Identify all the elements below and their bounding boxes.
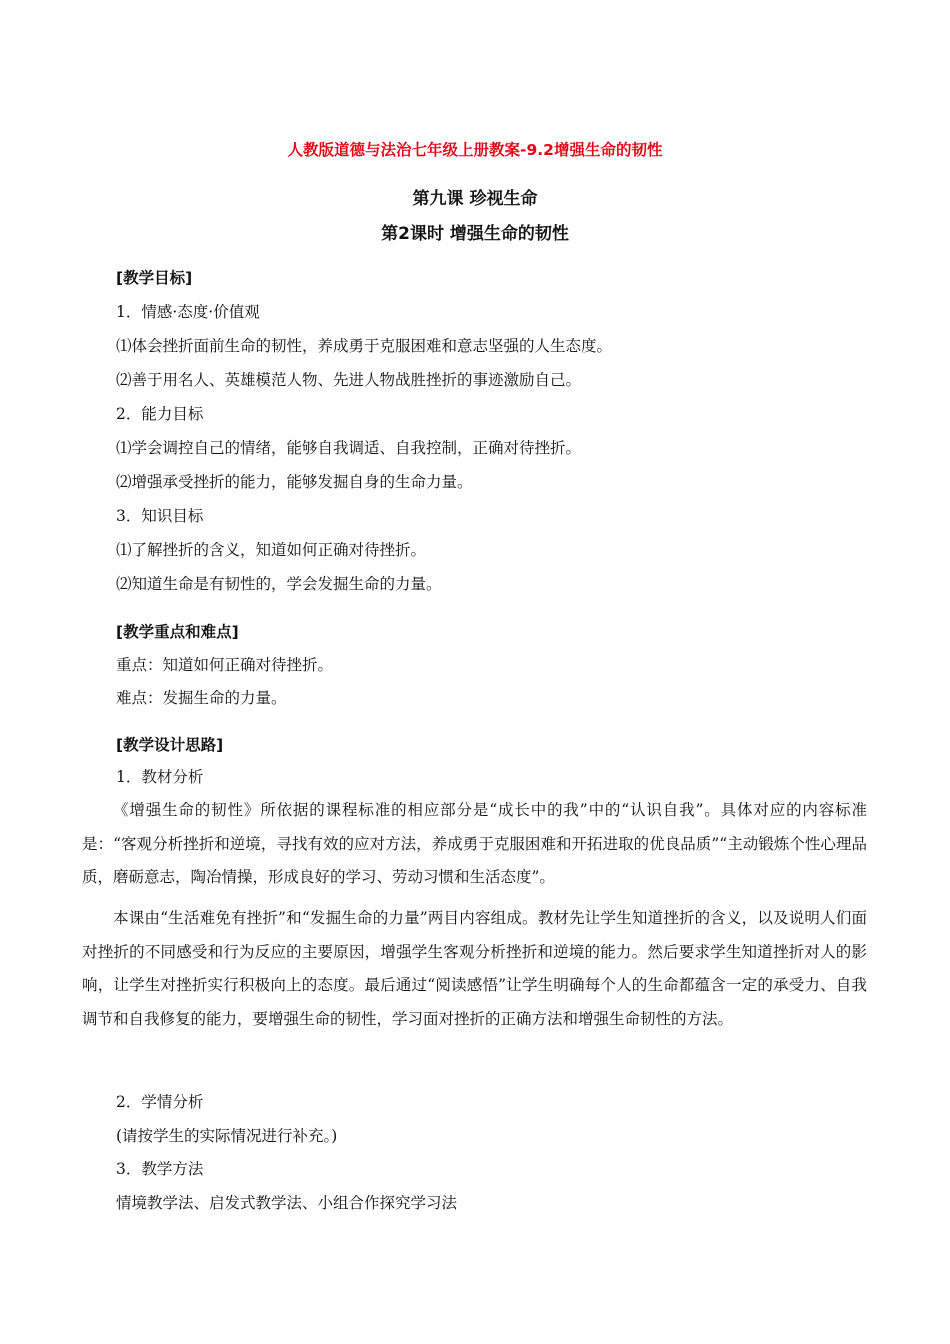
goal-item: ⑴体会挫折面前生命的韧性，养成勇于克服困难和意志坚强的人生态度。 bbox=[116, 337, 613, 355]
goal-item: ⑴学会调控自己的情绪，能够自我调适、自我控制，正确对待挫折。 bbox=[116, 439, 582, 457]
goal-subheading-attitude: 1．情感·态度·价值观 bbox=[116, 303, 260, 321]
design-methods-list: 情境教学法、启发式教学法、小组合作探究学习法 bbox=[116, 1194, 458, 1212]
section-heading-design: [教学设计思路] bbox=[116, 736, 224, 754]
section-heading-key-points: [教学重点和难点] bbox=[116, 623, 239, 641]
goal-item: ⑵知道生命是有韧性的，学会发掘生命的力量。 bbox=[116, 575, 442, 593]
design-paragraph-standards: 《增强生命的韧性》所依据的课程标准的相应部分是“成长中的我”中的“认识自我”。具体对应的内容标准是：“客观分析挫折和逆境，寻找有效的应对方法，养成勇于克服困难和开拓进取的优良品质”“主动锻炼个性心理品质，磨砺意志，陶冶情操，形成良好的学习、劳动习惯和生活态度”。 bbox=[82, 801, 867, 887]
design-subheading-methods: 3．教学方法 bbox=[116, 1160, 204, 1178]
goal-subheading-ability: 2．能力目标 bbox=[116, 405, 204, 423]
goal-item: ⑴了解挫折的含义，知道如何正确对待挫折。 bbox=[116, 541, 427, 559]
document-title: 人教版道德与法治七年级上册教案-9.2增强生命的韧性 bbox=[287, 141, 663, 159]
design-subheading-textbook: 1．教材分析 bbox=[116, 768, 204, 786]
key-point-difficulty: 难点：发掘生命的力量。 bbox=[116, 689, 287, 707]
goal-item: ⑵增强承受挫折的能力，能够发掘自身的生命力量。 bbox=[116, 473, 473, 491]
goal-subheading-knowledge: 3．知识目标 bbox=[116, 507, 204, 525]
lesson-title: 第九课 珍视生命 bbox=[412, 189, 538, 209]
design-paragraph-content: 本课由“生活难免有挫折”和“发掘生命的力量”两目内容组成。教材先让学生知道挫折的含义，以及说明人们面对挫折的不同感受和行为反应的主要原因，增强学生客观分析挫折和逆境的能力。然后要求学生知道挫折对人的影响，让学生对挫折实行积极向上的态度。最后通过“阅读感悟”让学生明确每个人的生命都蕴含一定的承受力、自我调节和自我修复的能力，要增强生命的韧性，学习面对挫折的正确方法和增强生命韧性的方法。 bbox=[82, 909, 867, 1028]
section-heading-goals: [教学目标] bbox=[116, 269, 193, 287]
design-students-note: (请按学生的实际情况进行补充。) bbox=[116, 1127, 338, 1145]
key-point-focus: 重点：知道如何正确对待挫折。 bbox=[116, 656, 334, 674]
design-subheading-students: 2．学情分析 bbox=[116, 1093, 204, 1111]
goal-item: ⑵善于用名人、英雄模范人物、先进人物战胜挫折的事迹激励自己。 bbox=[116, 371, 582, 389]
session-title: 第2课时 增强生命的韧性 bbox=[381, 224, 569, 244]
